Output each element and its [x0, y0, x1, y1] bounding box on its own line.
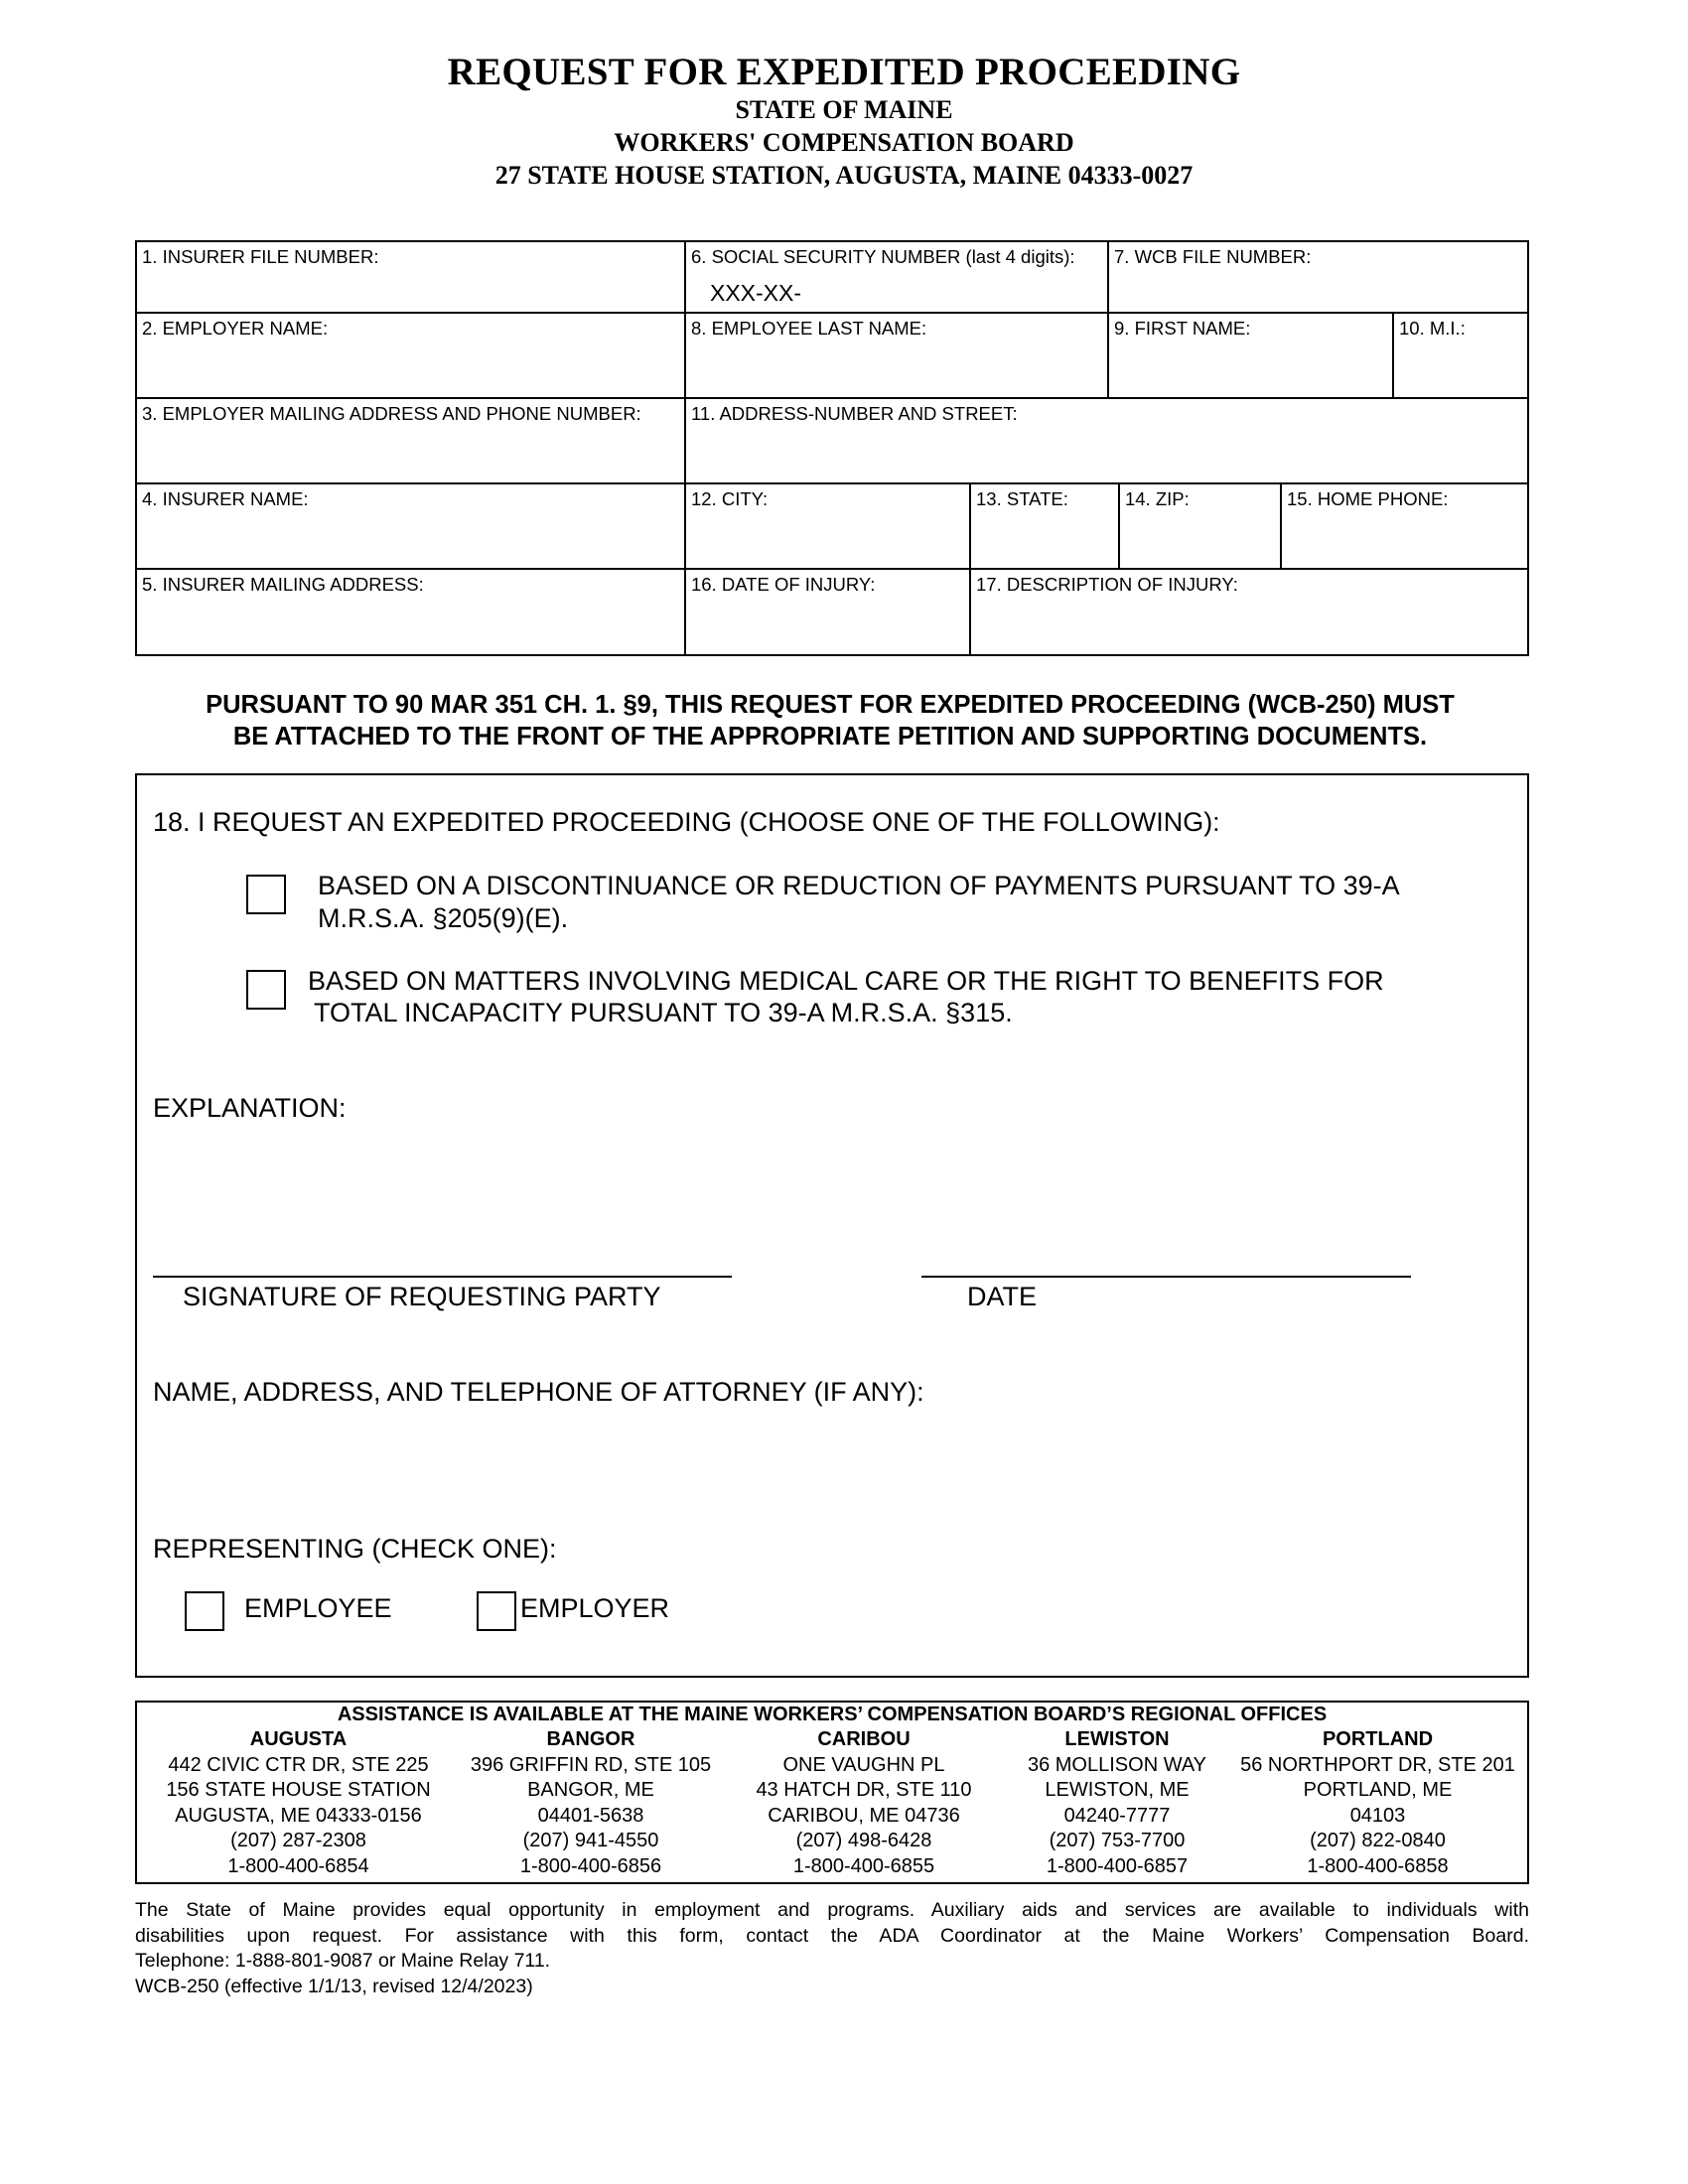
field-label: 12. CITY:	[691, 488, 769, 509]
board-name: WORKERS' COMPENSATION BOARD	[614, 128, 1074, 157]
field-date-of-injury[interactable]	[686, 570, 971, 656]
office-tollfree: 1-800-400-6858	[1307, 1854, 1449, 1877]
field-employee-last-name[interactable]	[686, 314, 1109, 399]
office-name: AUGUSTA	[249, 1728, 348, 1750]
office-tollfree: 1-800-400-6857	[1046, 1854, 1189, 1877]
office-address-line: AUGUSTA, ME 04333-0156	[175, 1804, 422, 1827]
field-state[interactable]	[971, 484, 1120, 570]
field-label: 13. STATE:	[976, 488, 1068, 509]
office-address-line: BANGOR, ME	[527, 1779, 654, 1801]
request-section	[135, 773, 1529, 1678]
office-tollfree: 1-800-400-6856	[519, 1854, 662, 1877]
field-label: 6. SOCIAL SECURITY NUMBER (last 4 digits):	[691, 246, 1075, 267]
option-discontinuance-checkbox[interactable]	[246, 875, 286, 914]
field-label: 2. EMPLOYER NAME:	[142, 318, 329, 339]
option-discontinuance-line-2: M.R.S.A. §205(9)(E).	[318, 903, 569, 933]
office-address-line: ONE VAUGHN PL	[782, 1753, 945, 1776]
field-insurer-mailing-address[interactable]	[137, 570, 686, 656]
office-address-line: PORTLAND, ME	[1303, 1779, 1453, 1801]
field-label: 14. ZIP:	[1125, 488, 1190, 509]
offices-heading: ASSISTANCE IS AVAILABLE AT THE MAINE WORKERS’ COMPENSATION BOARD’S REGIONAL OFFICES	[337, 1704, 1328, 1725]
form-title: REQUEST FOR EXPEDITED PROCEEDING	[447, 51, 1241, 93]
signature-line[interactable]	[153, 1276, 732, 1278]
office-address-line: 43 HATCH DR, STE 110	[756, 1779, 972, 1801]
field-label: 3. EMPLOYER MAILING ADDRESS AND PHONE NUMBER:	[142, 403, 641, 424]
office-address-line: 04103	[1349, 1804, 1406, 1827]
footer-line: The State of Maine provides equal opportunity in employment and programs. Auxiliary aids and services are available to individuals with	[135, 1899, 1529, 1921]
field-label: 15. HOME PHONE:	[1287, 488, 1449, 509]
office-name: PORTLAND	[1322, 1728, 1434, 1750]
field-first-name[interactable]	[1109, 314, 1394, 399]
date-label: DATE	[967, 1282, 1038, 1311]
option-medical-care-line-2: TOTAL INCAPACITY PURSUANT TO 39-A M.R.S.A. §315.	[314, 998, 1013, 1027]
attorney-label: NAME, ADDRESS, AND TELEPHONE OF ATTORNEY (IF ANY):	[153, 1377, 924, 1407]
office-phone: (207) 753-7700	[1049, 1830, 1186, 1851]
option-discontinuance-line-1: BASED ON A DISCONTINUANCE OR REDUCTION OF PAYMENTS PURSUANT TO 39-A	[318, 871, 1400, 900]
request-heading: 18. I REQUEST AN EXPEDITED PROCEEDING (CHOOSE ONE OF THE FOLLOWING):	[153, 807, 1220, 837]
field-city[interactable]	[686, 484, 971, 570]
office-portland	[1228, 1727, 1527, 1879]
office-tollfree: 1-800-400-6854	[227, 1854, 369, 1877]
office-address-line: 156 STATE HOUSE STATION	[166, 1779, 431, 1801]
field-employer-name[interactable]	[137, 314, 686, 399]
attorney-info-area[interactable]	[153, 1417, 1503, 1516]
office-name: CARIBOU	[817, 1728, 911, 1750]
footer-line: disabilities upon request. For assistance with this form, contact the ADA Coordinator at the Maine Workers’ Compensation Board.	[135, 1924, 1529, 1947]
board-address: 27 STATE HOUSE STATION, AUGUSTA, MAINE 04333-0027	[494, 161, 1194, 190]
field-label: 4. INSURER NAME:	[142, 488, 309, 509]
field-label: 11. ADDRESS-NUMBER AND STREET:	[691, 403, 1018, 424]
office-address-line: 36 MOLLISON WAY	[1027, 1753, 1207, 1776]
field-employer-address-phone[interactable]	[137, 399, 686, 484]
equal-opportunity-statement	[135, 1898, 1529, 1999]
field-label: 8. EMPLOYEE LAST NAME:	[691, 318, 927, 339]
notice-line-1: PURSUANT TO 90 MAR 351 CH. 1. §9, THIS REQUEST FOR EXPEDITED PROCEEDING (WCB-250) MUST	[206, 691, 1455, 719]
office-name: LEWISTON	[1064, 1728, 1170, 1750]
regional-offices	[135, 1701, 1529, 1884]
employer-label: EMPLOYER	[520, 1593, 670, 1623]
field-label: 9. FIRST NAME:	[1114, 318, 1251, 339]
signature-label: SIGNATURE OF REQUESTING PARTY	[183, 1282, 661, 1311]
field-label: 10. M.I.:	[1399, 318, 1466, 339]
office-address-line: 396 GRIFFIN RD, STE 105	[470, 1753, 712, 1776]
field-ssn[interactable]	[686, 242, 1109, 314]
field-zip[interactable]	[1120, 484, 1282, 570]
office-name: BANGOR	[546, 1728, 635, 1750]
office-phone: (207) 822-0840	[1310, 1830, 1446, 1851]
date-line[interactable]	[921, 1276, 1411, 1278]
field-insurer-name[interactable]	[137, 484, 686, 570]
identification-grid	[135, 240, 1529, 656]
field-description-of-injury[interactable]	[971, 570, 1529, 656]
office-address-line: CARIBOU, ME 04736	[768, 1804, 960, 1827]
office-address-line: 442 CIVIC CTR DR, STE 225	[168, 1753, 429, 1776]
form-id: WCB-250 (effective 1/1/13, revised 12/4/2023)	[135, 1975, 533, 1997]
field-label: 16. DATE OF INJURY:	[691, 574, 876, 595]
employee-checkbox[interactable]	[185, 1591, 224, 1631]
office-address-line: 56 NORTHPORT DR, STE 201	[1240, 1753, 1515, 1776]
field-label: 17. DESCRIPTION OF INJURY:	[976, 574, 1238, 595]
explanation-area[interactable]	[153, 1133, 1503, 1252]
field-address-street[interactable]	[686, 399, 1529, 484]
office-augusta	[137, 1727, 460, 1879]
field-label: 5. INSURER MAILING ADDRESS:	[142, 574, 424, 595]
office-tollfree: 1-800-400-6855	[792, 1854, 935, 1877]
option-medical-care-line-1: BASED ON MATTERS INVOLVING MEDICAL CARE OR THE RIGHT TO BENEFITS FOR	[308, 966, 1384, 996]
office-address-line: 04401-5638	[537, 1804, 644, 1827]
representing-label: REPRESENTING (CHECK ONE):	[153, 1534, 557, 1564]
office-phone: (207) 287-2308	[230, 1830, 366, 1851]
field-home-phone[interactable]	[1282, 484, 1529, 570]
office-phone: (207) 498-6428	[795, 1830, 932, 1851]
office-address-line: LEWISTON, ME	[1045, 1779, 1190, 1801]
office-caribou	[722, 1727, 1006, 1879]
ssn-prefix: XXX-XX-	[710, 280, 802, 306]
notice-line-2: BE ATTACHED TO THE FRONT OF THE APPROPRIATE PETITION AND SUPPORTING DOCUMENTS.	[232, 723, 1428, 751]
field-wcb-file-number[interactable]	[1109, 242, 1529, 314]
office-lewiston	[1006, 1727, 1228, 1879]
state-name: STATE OF MAINE	[735, 95, 953, 124]
option-medical-care-checkbox[interactable]	[246, 970, 286, 1010]
field-insurer-file-number[interactable]	[137, 242, 686, 314]
employer-checkbox[interactable]	[477, 1591, 516, 1631]
explanation-label: EXPLANATION:	[153, 1093, 347, 1123]
office-phone: (207) 941-4550	[522, 1830, 659, 1851]
office-address-line: 04240-7777	[1063, 1804, 1171, 1827]
field-label: 7. WCB FILE NUMBER:	[1114, 246, 1312, 267]
footer-telephone: Telephone: 1-888-801-9087 or Maine Relay 711.	[135, 1950, 551, 1972]
employee-label: EMPLOYEE	[244, 1593, 392, 1623]
field-label: 1. INSURER FILE NUMBER:	[142, 246, 379, 267]
office-bangor	[460, 1727, 722, 1879]
field-middle-initial[interactable]	[1394, 314, 1529, 399]
